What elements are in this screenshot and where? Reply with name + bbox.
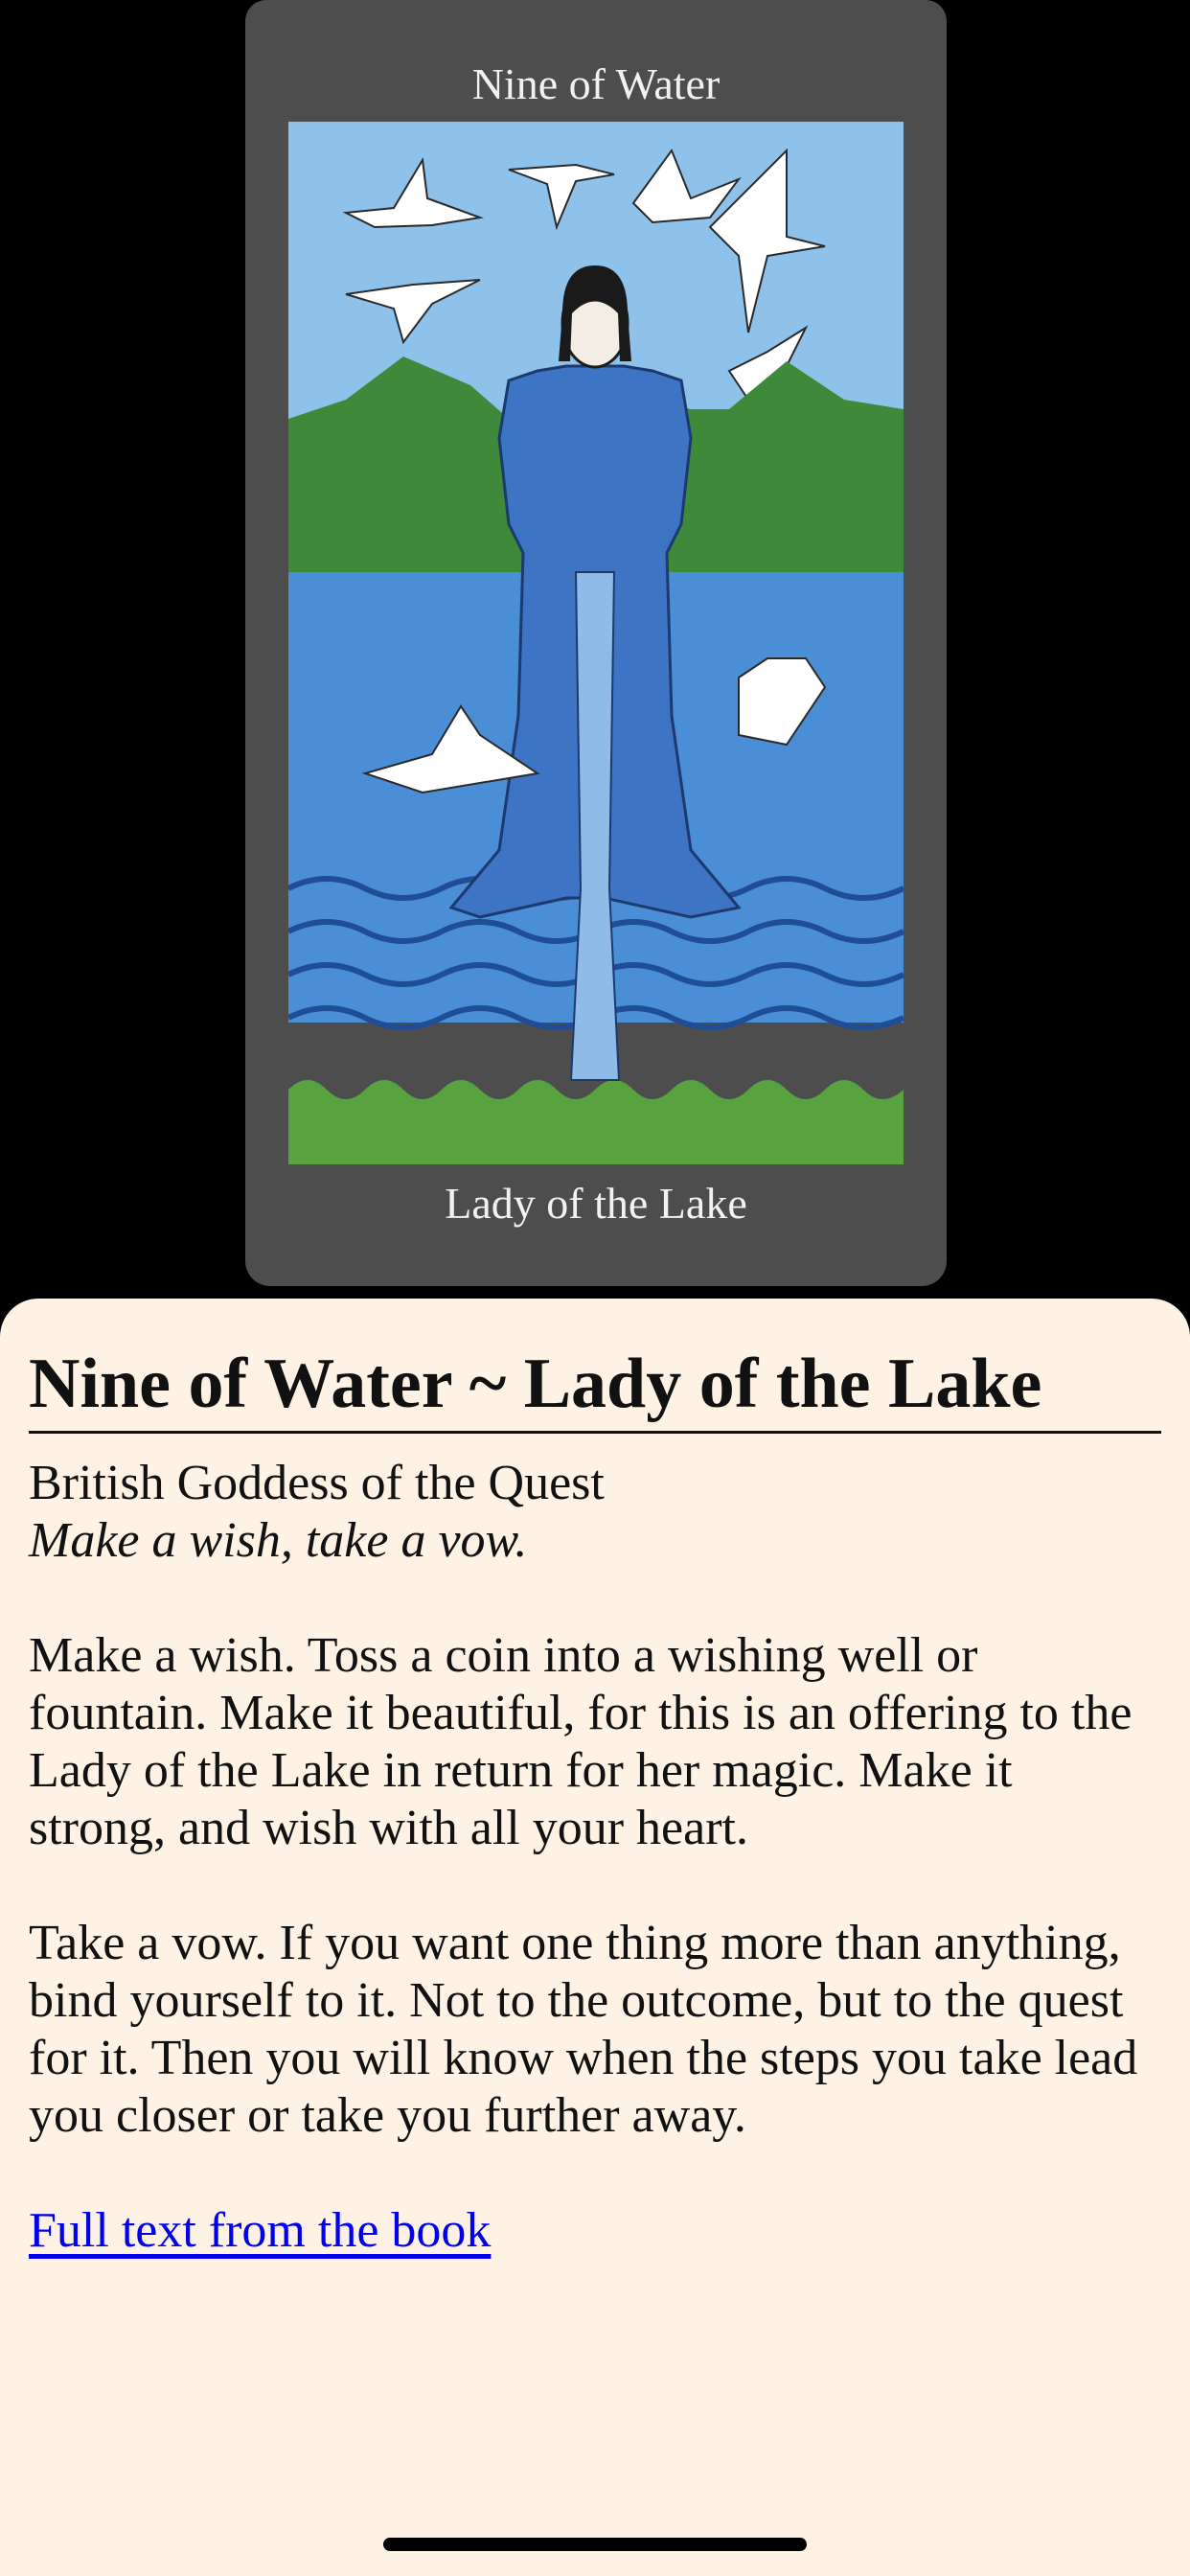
- goddess-subtitle: British Goddess of the Quest: [29, 1456, 605, 1510]
- card-subtitle: Lady of the Lake: [445, 1179, 747, 1228]
- card-tagline: Make a wish, take a vow.: [29, 1513, 528, 1568]
- detail-body: [29, 1455, 1161, 2260]
- tarot-card[interactable]: [245, 0, 947, 1286]
- paragraph-wish: Make a wish. Toss a coin into a wishing well or fountain. Make it beautiful, for this is an offering to the Lady of the Lake in return for her magic. Make it strong, and wish with all your heart.: [29, 1628, 1133, 1855]
- card-illustration: [288, 122, 904, 1164]
- detail-heading: Nine of Water ~ Lady of the Lake: [29, 1341, 1161, 1434]
- shore-grass: [288, 1080, 904, 1164]
- card-detail-sheet: [0, 1299, 1190, 2576]
- card-title: Nine of Water: [471, 59, 721, 108]
- home-indicator[interactable]: [383, 2538, 807, 2551]
- lady-of-the-lake-illustration: [288, 122, 904, 1164]
- full-text-link[interactable]: Full text from the book: [29, 2203, 492, 2258]
- paragraph-vow: Take a vow. If you want one thing more than anything, bind yourself to it. Not to the outcome, but to the quest for it. Then you will know when the steps you take lead you closer or take you further away.: [29, 1916, 1138, 2143]
